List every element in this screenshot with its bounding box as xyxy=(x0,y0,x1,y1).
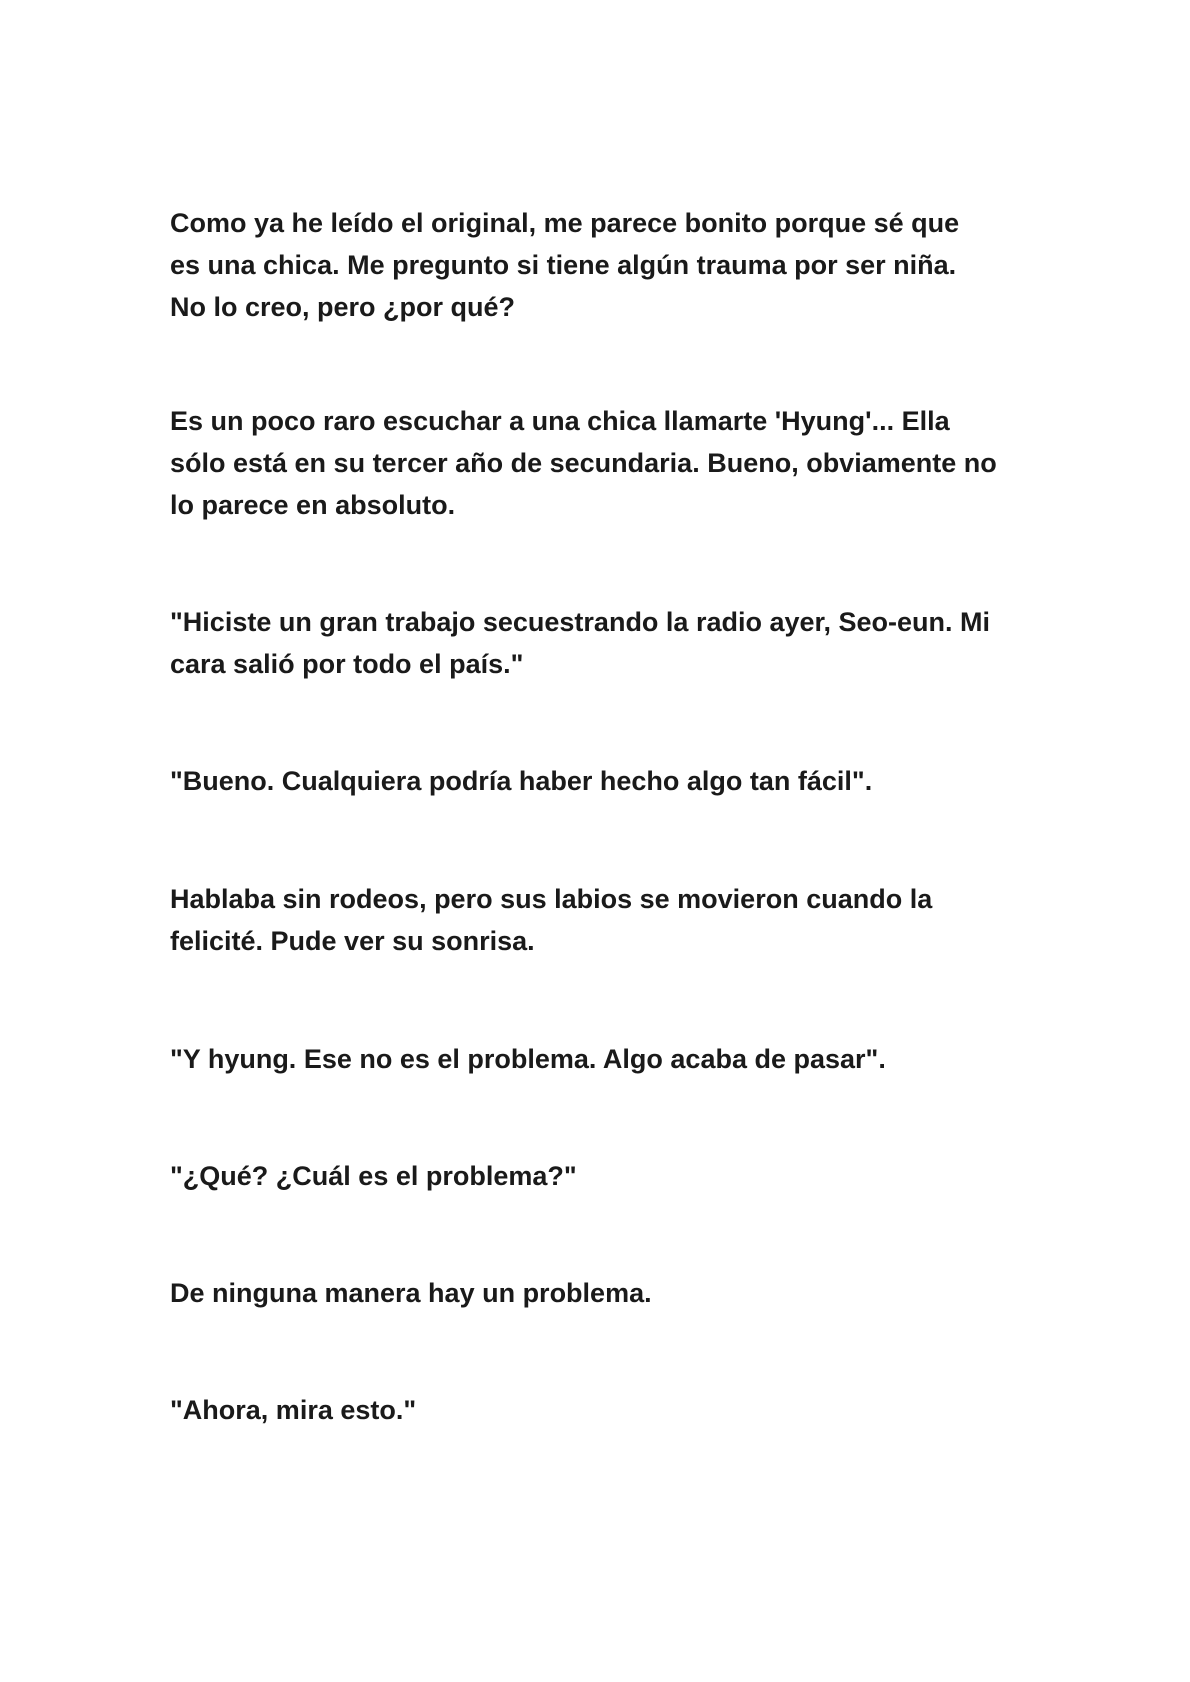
paragraph-9: "Ahora, mira esto." xyxy=(170,1395,417,1425)
paragraph-4: "Bueno. Cualquiera podría haber hecho algo tan fácil". xyxy=(170,766,873,796)
paragraph-3: "Hiciste un gran trabajo secuestrando la radio ayer, Seo-eun. Mi cara salió por todo el país." xyxy=(170,607,991,679)
paragraph-7: "¿Qué? ¿Cuál es el problema?" xyxy=(170,1161,577,1191)
paragraph-5: Hablaba sin rodeos, pero sus labios se movieron cuando la felicité. Pude ver su sonrisa. xyxy=(170,884,933,956)
paragraph-2: Es un poco raro escuchar a una chica llamarte 'Hyung'... Ella sólo está en su tercer año de secundaria. Bueno, obviamente no lo parece en absoluto. xyxy=(170,406,997,520)
paragraph-6: "Y hyung. Ese no es el problema. Algo acaba de pasar". xyxy=(170,1044,886,1074)
paragraph-8: De ninguna manera hay un problema. xyxy=(170,1278,652,1308)
paragraph-1: Como ya he leído el original, me parece bonito porque sé que es una chica. Me pregunto si tiene algún trauma por ser niña. No lo creo, pero ¿por qué? xyxy=(170,208,960,322)
